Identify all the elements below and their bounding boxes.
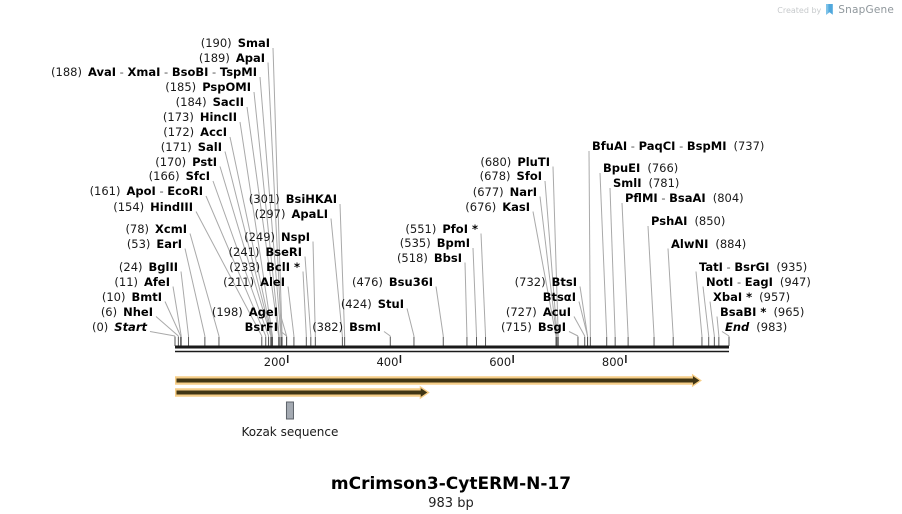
site-position: (935) (776, 259, 808, 274)
snapgene-ribbon-icon (825, 4, 834, 16)
site-position: (424) (340, 296, 372, 311)
site-name: ApoI (126, 184, 156, 198)
site-label[interactable] (51, 65, 257, 79)
site-label[interactable] (480, 169, 542, 183)
site-name: StuI (377, 296, 404, 311)
site-name-separator: - (627, 139, 639, 153)
leader-line (696, 272, 702, 337)
site-label[interactable] (245, 320, 278, 334)
site-label[interactable] (405, 222, 478, 236)
site-position: (173) (162, 110, 194, 124)
site-name: AfeI (144, 274, 170, 289)
site-name: BfuAI (592, 139, 628, 153)
site-name: NspI (281, 229, 310, 244)
site-name: BspMI (686, 139, 727, 153)
leader-line (589, 151, 590, 336)
leader-line (190, 234, 219, 337)
site-position: (804) (712, 191, 744, 205)
site-name: PstI (192, 154, 217, 169)
leader-line (436, 287, 443, 337)
site-name: BsiHKAI (285, 192, 337, 206)
site-name: ApaLI (291, 206, 328, 221)
site-name: AccI (200, 125, 227, 139)
site-position: (535) (399, 236, 431, 250)
leader-line (384, 332, 390, 337)
site-name: NarI (509, 184, 537, 199)
brand (777, 4, 894, 16)
site-name-separator: - (657, 191, 670, 205)
site-name: BpmI (436, 236, 470, 250)
site-position: (188) (51, 65, 82, 79)
site-name-separator: - (160, 65, 172, 79)
site-position: (884) (715, 236, 747, 251)
site-label[interactable] (119, 260, 178, 274)
site-name: HindIII (150, 199, 193, 214)
site-label[interactable] (102, 290, 162, 304)
site-position: (551) (405, 221, 437, 236)
site-label[interactable] (244, 230, 310, 244)
site-name: AgeI (248, 304, 278, 319)
site-label[interactable] (506, 305, 571, 319)
site-position: (476) (351, 274, 383, 289)
leader-line (481, 234, 486, 337)
site-name: BclI * (266, 259, 300, 274)
site-name: BtsI (551, 274, 577, 289)
site-name: BpuEI (603, 161, 641, 175)
site-name: BbsI (433, 250, 462, 265)
kozak-sequence-label: Kozak sequence (241, 425, 339, 439)
site-name: XbaI * (713, 289, 753, 304)
site-name: PshAI (651, 214, 688, 228)
site-name: Start (114, 319, 147, 334)
site-position: (983) (756, 319, 788, 334)
site-position: (715) (500, 319, 532, 334)
site-position: (677) (472, 184, 504, 199)
site-name: SfoI (516, 169, 542, 183)
site-label[interactable] (720, 305, 804, 319)
site-position: (184) (175, 95, 207, 109)
leader-line (150, 332, 175, 337)
leader-line (622, 203, 628, 336)
site-position: (154) (113, 199, 145, 214)
site-name: BsrFI (244, 319, 278, 334)
site-position: (965) (773, 304, 805, 319)
leader-line (717, 317, 719, 337)
snapgene-wordmark: SnapGene (838, 4, 894, 16)
site-label[interactable] (465, 200, 530, 214)
site-name: BmtI (131, 289, 162, 304)
site-name-separator: - (733, 274, 745, 289)
site-position: (249) (244, 229, 276, 244)
site-name-separator: - (116, 65, 128, 79)
site-label[interactable] (114, 275, 170, 289)
site-name-separator: - (155, 184, 168, 198)
site-name: PaqCI (638, 139, 676, 153)
leader-line (465, 263, 467, 337)
site-position: (957) (759, 289, 791, 304)
site-label[interactable] (101, 305, 153, 319)
site-name: AvaI (87, 65, 117, 79)
site-position: (53) (126, 236, 151, 251)
site-label[interactable] (501, 320, 566, 334)
site-name: BsgI (537, 319, 566, 334)
site-name: Bsu36I (388, 274, 433, 289)
site-position: (10) (101, 289, 126, 304)
site-label[interactable] (161, 140, 222, 154)
site-label[interactable] (163, 125, 227, 139)
site-label[interactable] (473, 185, 537, 199)
site-label[interactable] (400, 236, 470, 250)
site-position: (24) (118, 259, 143, 274)
site-label[interactable] (176, 95, 244, 109)
site-label[interactable] (603, 161, 678, 175)
site-position: (680) (480, 154, 512, 169)
site-name: NotI (706, 274, 734, 289)
site-label[interactable] (480, 155, 550, 169)
site-name: BtsαI (542, 289, 576, 304)
site-label[interactable] (543, 290, 576, 304)
site-position: (189) (198, 50, 230, 65)
site-position: (161) (89, 184, 121, 198)
site-name: BsmI (349, 319, 381, 334)
site-name: EarI (156, 236, 182, 251)
map-title: mCrimson3-CytERM-N-17 (330, 474, 572, 494)
site-position: (78) (125, 221, 150, 236)
site-label[interactable] (229, 260, 300, 274)
site-position: (172) (163, 125, 195, 139)
axis-tick-label: 200 (263, 355, 286, 369)
site-name: AcuI (542, 304, 571, 319)
site-name: EcoRI (167, 184, 203, 198)
site-name: End (725, 319, 750, 334)
site-name: KasI (502, 199, 530, 214)
site-name: TatI (699, 259, 723, 274)
site-name: XcmI (155, 221, 187, 236)
leader-line (668, 249, 673, 337)
site-position: (170) (155, 154, 187, 169)
site-name: AlwNI (671, 236, 709, 251)
site-label[interactable] (713, 290, 790, 304)
site-name: SalI (197, 139, 222, 154)
site-name: PflMI (625, 191, 658, 205)
leader-line (569, 332, 578, 337)
site-name-separator: - (208, 65, 220, 79)
site-name: HincII (199, 110, 237, 124)
leader-line (181, 272, 189, 337)
leader-line (710, 302, 714, 337)
leader-line (648, 226, 654, 336)
site-position: (766) (647, 161, 679, 175)
site-position: (171) (160, 139, 192, 154)
site-position: (781) (648, 176, 680, 190)
site-position: (518) (396, 250, 428, 265)
site-label[interactable] (149, 169, 210, 183)
map-length: 983 bp (428, 496, 474, 511)
site-label[interactable] (249, 192, 337, 206)
site-position: (166) (148, 169, 180, 183)
site-name: BsoBI (171, 65, 209, 79)
site-name: PluTI (517, 154, 550, 169)
site-label[interactable] (352, 275, 433, 289)
site-label[interactable] (127, 237, 182, 251)
site-label[interactable] (223, 275, 285, 289)
site-name: SfcI (185, 169, 210, 183)
site-label[interactable] (651, 214, 725, 228)
site-position: (6) (100, 304, 118, 319)
site-position: (678) (479, 169, 511, 183)
site-label[interactable] (113, 200, 193, 214)
site-name: SmaI (237, 36, 270, 50)
site-position: (190) (200, 36, 232, 50)
site-position: (727) (505, 304, 537, 319)
leader-line (473, 248, 477, 336)
site-name: SmlI (613, 176, 642, 190)
site-label[interactable] (699, 260, 807, 274)
site-position: (211) (223, 274, 255, 289)
site-name: TspMI (219, 65, 257, 79)
site-name-separator: - (722, 259, 735, 274)
site-position: (11) (114, 274, 139, 289)
site-name: XmaI (127, 65, 161, 79)
site-label[interactable] (613, 176, 679, 190)
site-position: (241) (228, 244, 260, 259)
site-name: PspOMI (202, 80, 251, 94)
site-name-separator: - (675, 139, 687, 153)
site-name: BsaAI (669, 191, 706, 205)
site-label[interactable] (92, 320, 147, 334)
site-position: (732) (514, 274, 546, 289)
leader-line (303, 272, 306, 337)
site-position: (0) (91, 319, 109, 334)
site-name: ApaI (235, 50, 265, 65)
site-position: (185) (165, 80, 197, 94)
site-label[interactable] (312, 320, 381, 334)
site-position: (198) (211, 304, 243, 319)
leader-line (703, 287, 709, 337)
site-position: (947) (779, 274, 811, 289)
site-label[interactable] (90, 184, 203, 198)
leader-line (288, 287, 294, 337)
site-label[interactable] (706, 275, 811, 289)
site-label[interactable] (155, 155, 217, 169)
site-position: (676) (465, 199, 497, 214)
site-name: BsrGI (734, 259, 770, 274)
site-position: (233) (229, 259, 261, 274)
site-label[interactable] (229, 245, 302, 259)
site-position: (850) (694, 214, 726, 228)
site-label[interactable] (199, 51, 265, 65)
site-label[interactable] (515, 275, 577, 289)
leader-line (407, 309, 414, 337)
axis-tick-label: 800 (601, 355, 624, 369)
site-name: SacII (212, 95, 244, 109)
site-name: BseRI (265, 244, 302, 259)
site-label[interactable] (671, 237, 746, 251)
leader-line (185, 249, 205, 337)
axis-tick-label: 600 (489, 355, 512, 369)
site-label[interactable] (201, 36, 270, 50)
site-label[interactable] (625, 191, 744, 205)
site-label[interactable] (397, 251, 462, 265)
site-name: PfoI * (442, 221, 478, 236)
site-label[interactable] (165, 80, 251, 94)
site-name: BglII (148, 259, 178, 274)
site-position: (297) (254, 206, 286, 221)
site-name: EagI (744, 274, 773, 289)
site-name: NheI (123, 304, 153, 319)
site-label[interactable] (341, 297, 404, 311)
site-label[interactable] (163, 110, 237, 124)
title-block (0, 474, 902, 511)
site-label[interactable] (592, 139, 764, 153)
site-position: (737) (733, 139, 765, 153)
axis-tick-label: 400 (376, 355, 399, 369)
site-label[interactable] (725, 320, 787, 334)
site-label[interactable] (212, 305, 278, 319)
site-position: (301) (248, 192, 280, 206)
leader-line (600, 173, 607, 336)
kozak-marker[interactable] (286, 402, 293, 419)
site-name: BsaBI * (720, 304, 767, 319)
leader-line (610, 188, 615, 336)
site-position: (382) (312, 319, 344, 334)
created-by-label: Created by (777, 5, 822, 15)
site-label[interactable] (125, 222, 187, 236)
site-name: AleI (260, 274, 285, 289)
site-label[interactable] (255, 207, 328, 221)
